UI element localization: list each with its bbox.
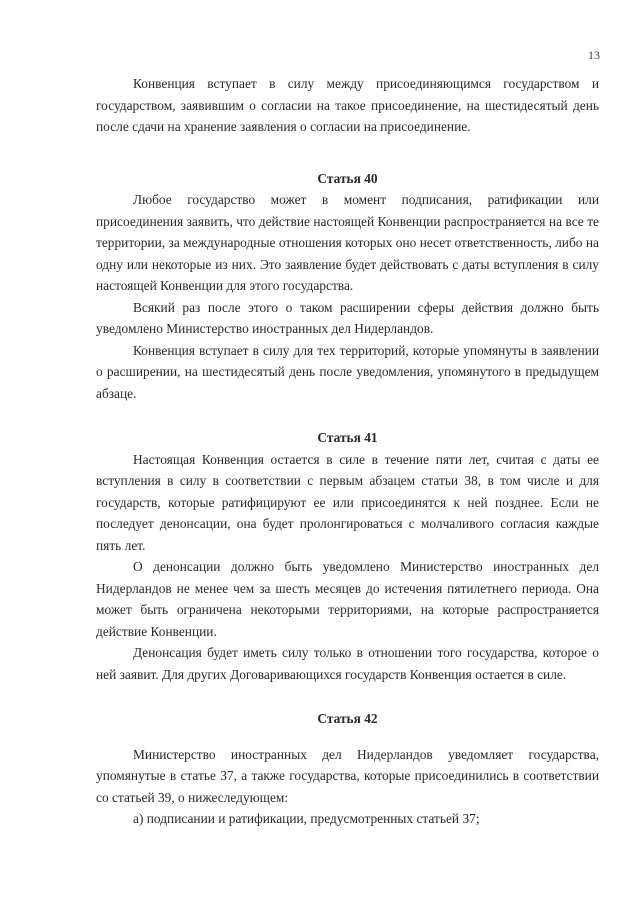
intro-paragraph: Конвенция вступает в силу между присоединяющимся государством и государством, заявившим о согласии на такое присоединение, на шестидесятый день после сдачи на хранение заявления о согласии на присоединение. bbox=[96, 76, 599, 134]
article-41-paragraph-3: Денонсация будет иметь силу только в отношении того государства, которое о ней заявит. Для других Договаривающихся государств Конвенция остается в силе. bbox=[96, 645, 599, 682]
document-body bbox=[96, 73, 599, 830]
article-42-heading: Статья 42 bbox=[317, 711, 378, 726]
article-40-paragraph-1: Любое государство может в момент подписания, ратификации или присоединения заявить, что действие настоящей Конвенции распространяется на все те территории, за международные отношения которых оно несет ответственность, либо на одну или некоторые из них. Это заявление будет действовать с даты вступления в силу настоящей Конвенции для этого государства. bbox=[96, 192, 599, 293]
article-42-list-item-a: a) подписании и ратификации, предусмотренных статьей 37; bbox=[133, 811, 480, 826]
article-42-paragraph-1: Министерство иностранных дел Нидерландов уведомляет государства, упомянутые в статье 37, а также государства, которые присоединились в соответствии со статьей 39, о нижеследующем: bbox=[96, 746, 599, 805]
article-41-paragraph-2: О денонсации должно быть уведомлено Министерство иностранных дел Нидерландов не менее чем за шесть месяцев до истечения пятилетнего периода. Она может быть ограничена некоторыми территориями, на которые распространяется действие Конвенции. bbox=[96, 559, 599, 639]
page-number: 13 bbox=[588, 48, 600, 62]
article-40-paragraph-2: Всякий раз после этого о таком расширении сферы действия должно быть уведомлено Министерство иностранных дел Нидерландов. bbox=[96, 299, 599, 336]
article-40-heading: Статья 40 bbox=[317, 170, 378, 186]
article-41-heading: Статья 41 bbox=[317, 430, 378, 445]
article-40-paragraph-3: Конвенция вступает в силу для тех территорий, которые упомянуты в заявлении о расширении, на шестидесятый день после уведомления, упомянутого в предыдущем абзаце. bbox=[96, 342, 599, 401]
article-41-paragraph-1: Настоящая Конвенция остается в силе в течение пяти лет, считая с даты ее вступления в силу в соответствии с первым абзацем статьи 38, в том числе и для государств, которые ратифицируют ее или присоединятся к ней позднее. Если не последует денонсации, она будет пролонгироваться с молчаливого согласия каждые пять лет. bbox=[96, 451, 599, 553]
